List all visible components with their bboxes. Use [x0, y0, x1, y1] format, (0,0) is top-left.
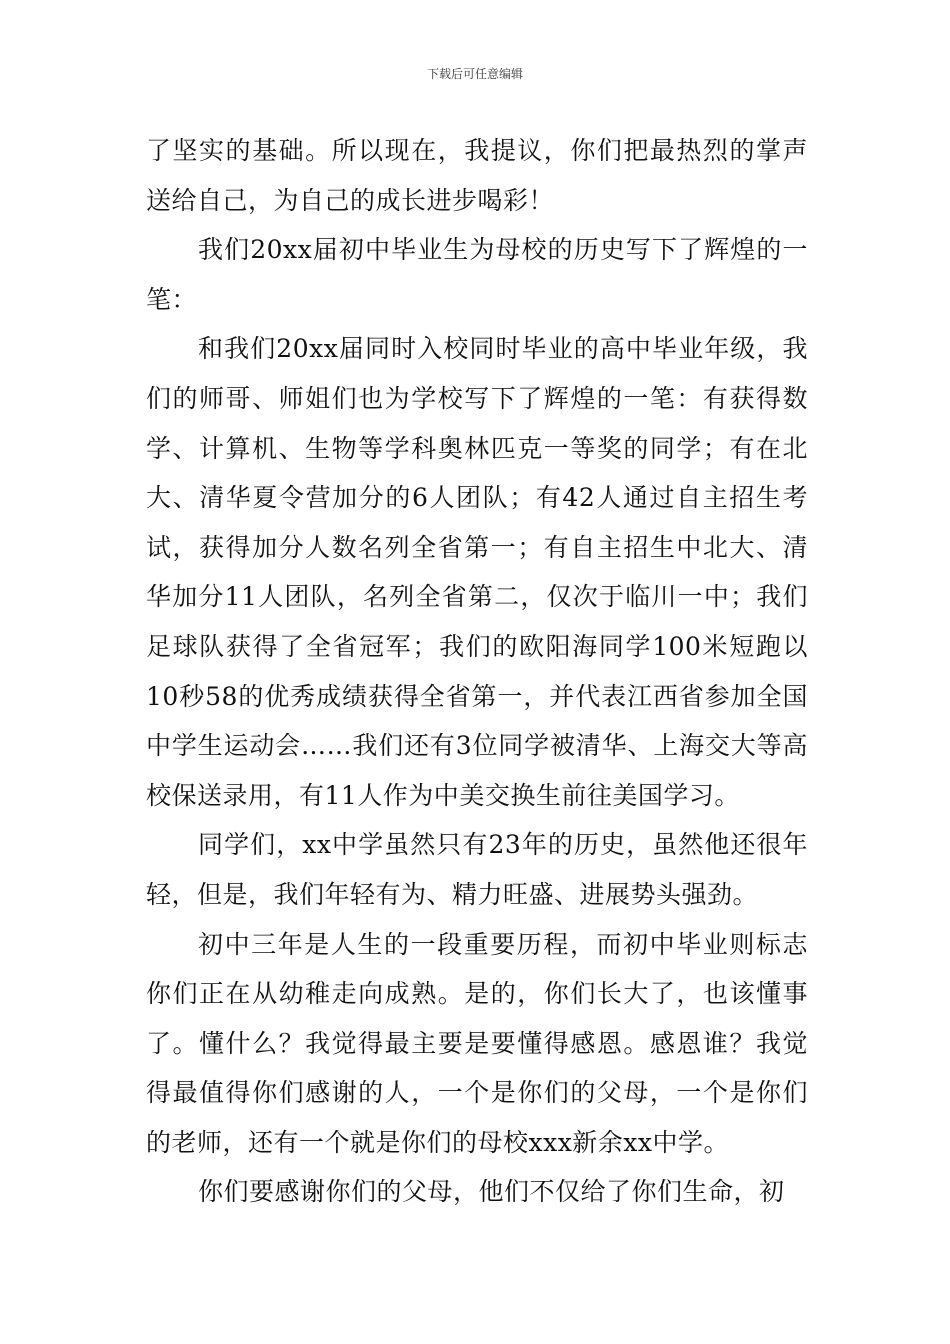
page-header-note: 下载后可任意编辑 [426, 67, 523, 81]
paragraph-1: 了坚实的基础。所以现在，我提议，你们把最热烈的掌声送给自己，为自己的成长进步喝彩！ [146, 136, 808, 215]
paragraph-5: 初中三年是人生的一段重要历程，而初中毕业则标志你们正在从幼稚走向成熟。是的，你们长大了，也该懂事了。懂什么？我觉得最主要是要懂得感恩。感恩谁？我觉得最值得你们感谢的人，一个是你们的父母，一个是你们的老师，还有一个就是你们的母校xxx新余xx中学。 [146, 929, 808, 1157]
paragraph-4: 同学们，xx中学虽然只有23年的历史，虽然他还很年轻，但是，我们年轻有为、精力旺盛、进展势头强劲。 [146, 830, 808, 909]
document-body [146, 126, 808, 1217]
paragraph-3: 和我们20xx届同时入校同时毕业的高中毕业年级，我们的师哥、师姐们也为学校写下了辉煌的一笔：有获得数学、计算机、生物等学科奥林匹克一等奖的同学；有在北大、清华夏令营加分的6人团队；有42人通过自主招生考试，获得加分人数名列全省第一；有自主招生中北大、清华加分11人团队，名列全省第二，仅次于临川一中；我们足球队获得了全省冠军；我们的欧阳海同学100米短跑以10秒58的优秀成绩获得全省第一，并代表江西省参加全国中学生运动会……我们还有3位同学被清华、上海交大等高校保送录用，有11人作为中美交换生前往美国学习。 [146, 334, 808, 810]
paragraph-6: 你们要感谢你们的父母，他们不仅给了你们生命，初 [198, 1177, 785, 1207]
paragraph-2: 我们20xx届初中毕业生为母校的历史写下了辉煌的一笔： [146, 235, 808, 314]
